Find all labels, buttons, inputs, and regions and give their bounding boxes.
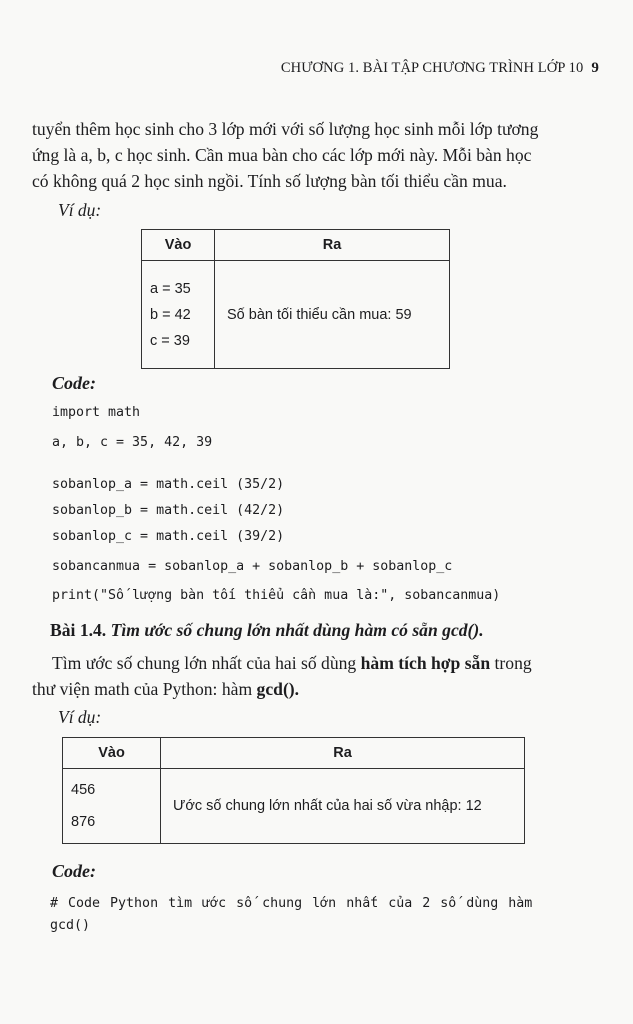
input-value: a = 35 [150, 280, 191, 297]
code-label: Code: [52, 861, 96, 881]
input-value: 876 [71, 814, 96, 830]
code-label: Code: [52, 373, 96, 393]
text-line: có không quá 2 học sinh ngồi. Tính số lượng bàn tối thiểu cần mua. [32, 171, 507, 191]
col-header-input: Vào [142, 230, 215, 261]
problem-text [52, 650, 532, 676]
problem-text [32, 116, 538, 194]
output-cell: Số bàn tối thiểu cần mua: 59 [215, 261, 450, 369]
code-line: sobanlop_b = math.ceil (42/2) [52, 503, 285, 518]
input-value: c = 39 [150, 332, 190, 349]
code-line: sobanlop_c = math.ceil (39/2) [52, 529, 285, 544]
text: thư viện math của Python: hàm [32, 679, 257, 699]
bold-text: gcd(). [256, 679, 300, 699]
page-number: 9 [591, 60, 599, 76]
example-label: Ví dụ: [58, 200, 102, 220]
code-line: sobancanmua = sobanlop_a + sobanlop_b + sobanlop_c [52, 559, 453, 574]
example-label: Ví dụ: [58, 707, 102, 727]
problem-heading [50, 620, 484, 641]
code-line: # Code Python tìm ước số chung lớn nhất của 2 số dùng hàm [50, 896, 533, 911]
input-value: 456 [71, 782, 96, 798]
col-header-input: Vào [63, 738, 161, 769]
col-header-output: Ra [215, 230, 450, 261]
example-table-2 [62, 737, 525, 844]
running-header [281, 60, 599, 77]
text-line: ứng là a, b, c học sinh. Cần mua bàn cho các lớp mới này. Mỗi bàn học [32, 145, 532, 165]
chapter-title: CHƯƠNG 1. BÀI TẬP CHƯƠNG TRÌNH LỚP 10 [280, 60, 584, 76]
input-value: b = 42 [150, 306, 191, 323]
col-header-output: Ra [161, 738, 525, 769]
code-line: print("Số lượng bàn tối thiểu cần mua là:", sobancanmua) [52, 588, 501, 603]
problem-text [32, 676, 299, 702]
problem-number: Bài 1.4. [50, 620, 107, 640]
problem-title: Tìm ước số chung lớn nhất dùng hàm có sẵn gcd(). [110, 620, 484, 640]
code-line: import math [52, 405, 141, 420]
text-line: tuyển thêm học sinh cho 3 lớp mới với số lượng học sinh mỗi lớp tương [32, 119, 539, 139]
input-cell [63, 769, 161, 844]
output-cell: Ước số chung lớn nhất của hai số vừa nhập: 12 [161, 769, 525, 844]
input-cell [142, 261, 215, 369]
code-line: a, b, c = 35, 42, 39 [52, 435, 213, 450]
text: Tìm ước số chung lớn nhất của hai số dùng [52, 653, 361, 673]
example-table-1 [141, 229, 450, 369]
bold-text: hàm tích hợp sẵn [360, 653, 491, 673]
code-line: gcd() [50, 918, 91, 933]
text: trong [490, 653, 532, 673]
code-line: sobanlop_a = math.ceil (35/2) [52, 477, 285, 492]
